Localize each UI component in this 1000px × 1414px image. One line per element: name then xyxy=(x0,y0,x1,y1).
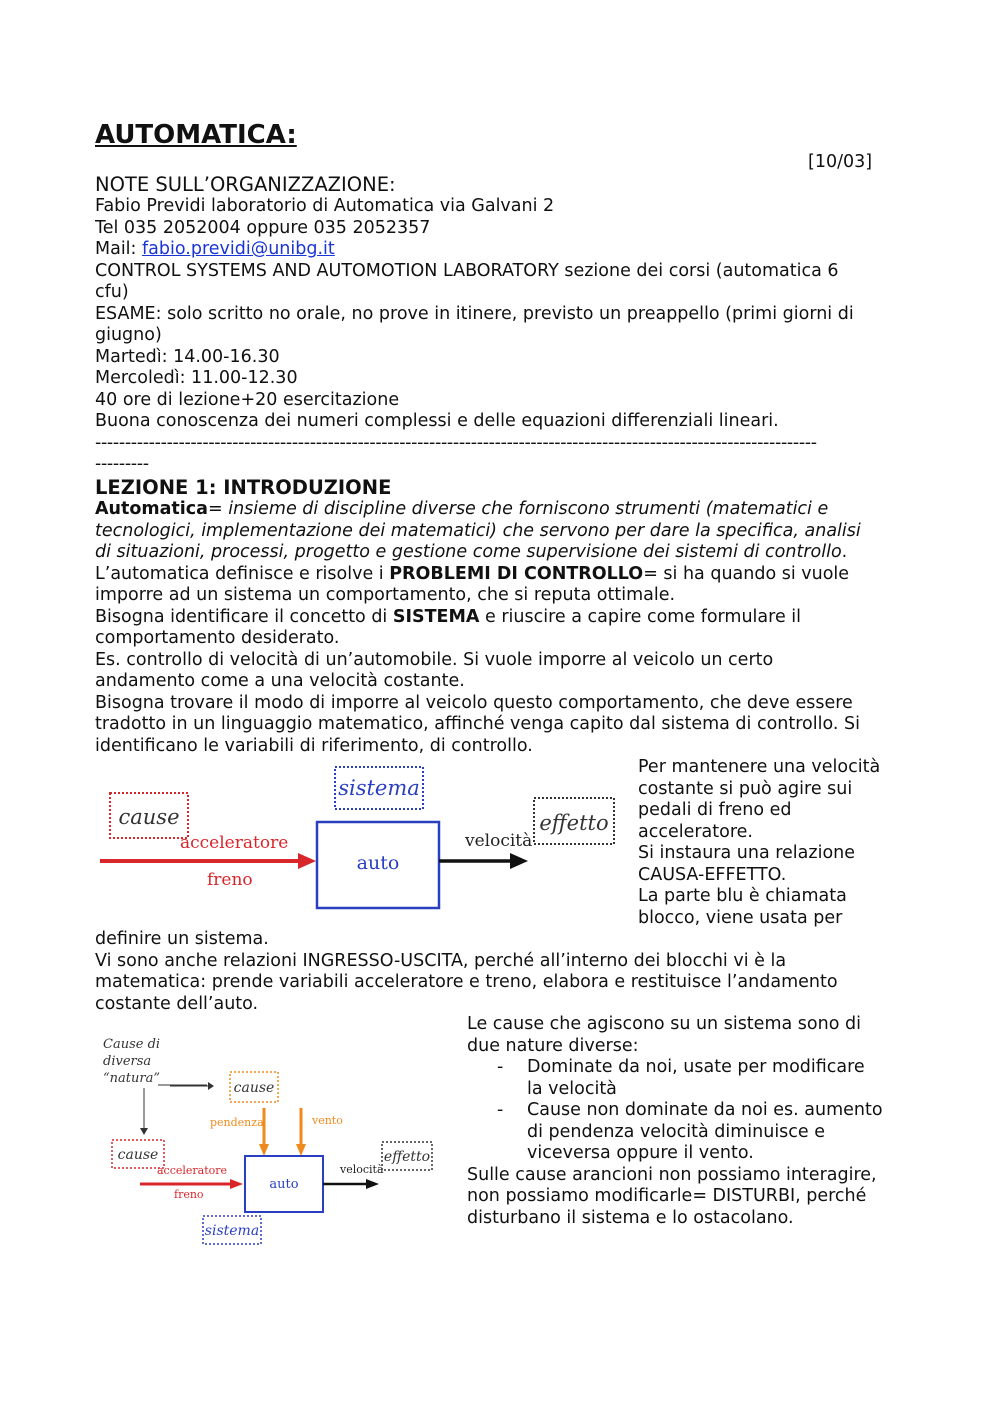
list-item-text: Cause non dominate da noi es. aumento xyxy=(527,1100,883,1120)
lesson-body xyxy=(95,499,861,757)
notes-mail-line xyxy=(95,239,854,261)
notes-line: giugno) xyxy=(95,325,162,345)
side-line: non possiamo modificarle= DISTURBI, perché xyxy=(467,1186,867,1206)
paragraph-line: identificano le variabili di riferimento, di controllo. xyxy=(95,735,533,756)
sistema-label: sistema xyxy=(338,776,420,800)
paragraph-line: definire un sistema. xyxy=(95,929,269,949)
sistema-label: sistema xyxy=(204,1223,260,1239)
paragraph-line xyxy=(95,564,861,586)
acceleratore-label: acceleratore xyxy=(180,833,289,853)
side-line: Sulle cause arancioni non possiamo interagire, xyxy=(467,1164,877,1185)
notes-block xyxy=(95,196,854,476)
diversa-label: diversa xyxy=(103,1054,152,1069)
separator-line: --------- xyxy=(95,454,149,474)
side-line: Si instaura una relazione xyxy=(638,843,856,863)
equals-sign: = xyxy=(207,499,229,519)
bullet-dash: - xyxy=(497,1100,504,1120)
paragraph-line: matematica: prende variabili acceleratore e treno, elabora e restituisce l’andamento xyxy=(95,972,838,992)
term-sistema: SISTEMA xyxy=(392,606,480,627)
notes-line: Buona conoscenza dei numeri complessi e delle equazioni differenziali lineari. xyxy=(95,411,779,431)
definition-line xyxy=(95,542,861,564)
auto-label: auto xyxy=(356,852,400,874)
notes-line: 40 ore di lezione+20 esercitazione xyxy=(95,389,400,410)
notes-line: CONTROL SYSTEMS AND AUTOMOTION LABORATORY sezione dei corsi (automatica 6 xyxy=(95,260,839,281)
velocita-label: velocità xyxy=(465,831,533,851)
vento-label: vento xyxy=(312,1114,343,1127)
pendenza-arrowhead xyxy=(259,1144,269,1156)
period: . xyxy=(841,542,848,562)
notes-heading: NOTE SULL’ORGANIZZAZIONE: xyxy=(95,173,396,196)
text: e riuscire a capire come formulare il xyxy=(479,606,802,627)
lesson-heading: LEZIONE 1: INTRODUZIONE xyxy=(95,476,392,499)
disturbance-diagram xyxy=(100,1030,445,1250)
paragraph-line: tradotto in un linguaggio matematico, affinché venga capito dal sistema di controllo. Si xyxy=(95,714,860,734)
term-automatica: Automatica xyxy=(95,499,208,519)
text: L’automatica definisce e risolve i xyxy=(95,563,390,584)
list-item-continuation: viceversa oppure il vento. xyxy=(527,1143,754,1163)
list-item xyxy=(467,1100,883,1122)
acceleratore-label: acceleratore xyxy=(157,1164,228,1177)
side-line: disturbano il sistema e lo ostacolano. xyxy=(467,1207,794,1228)
lecture-date: [10/03] xyxy=(808,152,873,172)
email-link[interactable]: fabio.previdi@unibg.it xyxy=(142,239,335,259)
notes-line: Tel 035 2052004 oppure 035 2052357 xyxy=(95,217,431,238)
paragraph-line: Vi sono anche relazioni INGRESSO-USCITA, perché all’interno dei blocchi vi è la xyxy=(95,950,787,971)
pointer-arrowhead xyxy=(208,1082,214,1090)
bullet-dash: - xyxy=(497,1057,504,1077)
side-line: due nature diverse: xyxy=(467,1035,639,1056)
notes-line: cfu) xyxy=(95,282,129,302)
side-line: La parte blu è chiamata xyxy=(638,886,847,906)
effetto-label: effetto xyxy=(539,811,609,835)
notes-line: ESAME: solo scritto no orale, no prove in itinere, previsto un preappello (primi giorni di xyxy=(95,303,854,324)
term-problemi: PROBLEMI DI CONTROLLO xyxy=(389,563,644,584)
paragraph-line: imporre ad un sistema un comportamento, che si reputa ottimale. xyxy=(95,585,676,605)
paragraph-line: Bisogna trovare il modo di imporre al veicolo questo comportamento, che deve essere xyxy=(95,692,853,713)
list-item xyxy=(467,1057,883,1079)
pendenza-label: pendenza xyxy=(210,1116,264,1129)
input-arrowhead xyxy=(230,1179,243,1189)
vento-arrowhead xyxy=(296,1144,306,1156)
paragraph-line: comportamento desiderato. xyxy=(95,628,340,648)
freno-label: freno xyxy=(174,1188,204,1201)
side-line: acceleratore. xyxy=(638,821,753,842)
side-line: costante si può agire sui xyxy=(638,778,853,799)
diagram2-side-text xyxy=(467,1014,883,1229)
paragraph-line xyxy=(95,607,861,629)
cause-top-label: cause xyxy=(233,1080,275,1096)
natura-label: “natura” xyxy=(103,1071,160,1086)
paragraph-line: andamento come a una velocità costante. xyxy=(95,671,465,691)
text: = si ha quando si vuole xyxy=(643,563,850,584)
output-arrowhead xyxy=(366,1179,379,1189)
velocita-label: velocità xyxy=(340,1163,384,1176)
list-item-text: Dominate da noi, usate per modificare xyxy=(527,1057,865,1077)
mail-label: Mail: xyxy=(95,239,143,259)
notes-line: Martedì: 14.00-16.30 xyxy=(95,346,280,367)
output-arrowhead xyxy=(510,853,528,869)
definition-text: di situazioni, processi, progetto e gestione come supervisione dei sistemi di controllo xyxy=(95,542,842,562)
cause-label: cause xyxy=(118,805,180,829)
auto-label: auto xyxy=(269,1177,299,1192)
side-line: Le cause che agiscono su un sistema sono di xyxy=(467,1014,861,1034)
cause-left-label: cause xyxy=(117,1147,159,1163)
list-item-continuation: di pendenza velocità diminuisce e xyxy=(527,1121,826,1142)
notes-line: Fabio Previdi laboratorio di Automatica via Galvani 2 xyxy=(95,196,555,216)
list-item-continuation: la velocità xyxy=(527,1078,617,1099)
separator-line: ------------------------------------------------------------------------------------------------------------------------- xyxy=(95,432,817,453)
paragraph-line: costante dell’auto. xyxy=(95,993,259,1014)
side-line: pedali di freno ed xyxy=(638,800,792,820)
definition-text: insieme di discipline diverse che forniscono strumenti (matematici e xyxy=(228,499,829,519)
page-title: AUTOMATICA: xyxy=(95,120,297,150)
side-line: blocco, viene usata per xyxy=(638,907,843,928)
diagram1-side-text xyxy=(638,757,880,929)
effetto-label: effetto xyxy=(383,1149,431,1165)
paragraph-line: Es. controllo di velocità di un’automobile. Si vuole imporre al veicolo un certo xyxy=(95,649,774,670)
continuation-text xyxy=(95,929,838,1015)
text: Bisogna identificare il concetto di xyxy=(95,606,393,627)
cause-effect-diagram xyxy=(100,760,625,915)
side-line: CAUSA-EFFETTO. xyxy=(638,864,787,885)
definition-line: tecnologici, implementazione dei matematici) che servono per dare la specifica, analisi xyxy=(95,520,861,541)
freno-label: freno xyxy=(207,870,253,890)
input-arrowhead xyxy=(298,853,316,869)
cause-di-label: Cause di xyxy=(103,1037,161,1052)
notes-line: Mercoledì: 11.00-12.30 xyxy=(95,368,298,388)
definition-line xyxy=(95,499,861,521)
pointer-down-arrowhead xyxy=(140,1128,148,1135)
side-line: Per mantenere una velocità xyxy=(638,757,881,777)
